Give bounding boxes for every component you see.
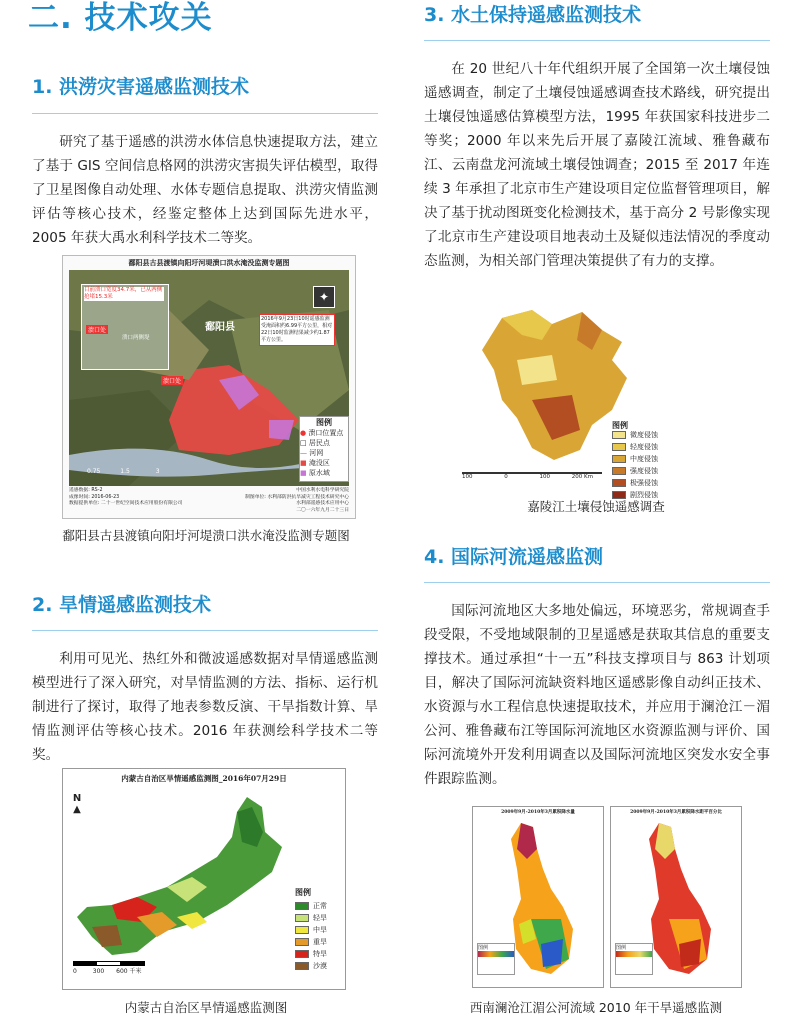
section-divider [32,113,378,114]
section-body-drought: 利用可见光、热红外和微波遥感数据对旱情遥感监测模型进行了深入研究，对旱情监测的方法、指标、运行机制进行了探讨，取得了地表参数反演、干旱指数计算、旱情监测评估等核心技术。2016 年获测绘科学技术二等奖。 [32,651,378,763]
scale-tick: 3 [155,468,160,475]
legend-label: 极强侵蚀 [630,479,658,487]
legend-item [295,949,343,959]
north-label: N [72,793,82,804]
north-arrow-icon: N ▲ [72,793,82,815]
mekong-map-b-legend [615,943,653,975]
scale-tick: 300 [92,968,105,975]
legend-label: 微度侵蚀 [630,431,658,439]
section-title-flood: 1. 洪涝灾害遥感监测技术 [32,76,250,98]
scale-tick: 100 [462,474,473,480]
legend-item [295,937,343,947]
legend-swatch [295,914,309,922]
flood-map-title: 鄱阳县古县渡镇向阳圩河堤溃口洪水淹没监测专题图 [128,258,290,267]
soil-scale [462,472,622,480]
legend-label: 重旱 [313,938,327,946]
footer-line: 制图单位: 水利部防洪抗旱减灾工程技术研究中心 [245,494,349,500]
flood-map-annotation: 2016年9月23日10时遥感监测受淹面积约6.99平方公里，相对22日10时监测结果减少约1.87平方公里。 [259,314,335,346]
scale-tick: 200 [571,474,583,480]
legend-title: 图例 [316,417,332,427]
drought-map-caption: 内蒙古自治区旱情遥感监测图 [124,1000,288,1015]
section-title-soil: 3. 水土保持遥感监测技术 [424,4,642,26]
legend-swatch [612,455,626,463]
scale-tick: 600 [116,968,128,975]
mekong-map-a-title: 2009年9月-2010年3月累积降水量 [501,810,575,815]
soil-map-figure [462,300,742,499]
section-title-international: 4. 国际河流遥感监测 [424,546,604,568]
soil-legend-items [612,430,672,502]
legend-item [612,442,672,452]
legend-item [612,454,672,464]
legend-swatch [612,431,626,439]
flood-map-county-label: 鄱阳县 [205,322,235,333]
drought-map-image [67,787,297,957]
legend-swatch [295,902,309,910]
section-body-flood: 研究了基于遥感的洪涝水体信息快速提取方法，建立了基于 GIS 空间信息格网的洪涝灾害损失评估模型，取得了卫星图像自动处理、水体专题信息提取、洪涝灾情监测评估等核心技术，经鉴定整体上达到国际先进水平，2005 年获大禹水利科学技术二等奖。 [32,134,378,246]
legend-swatch [295,962,309,970]
inset-label-levee: 溃口两侧堤 [122,335,150,341]
legend-swatch [612,443,626,451]
scale-tick: 0 [504,474,508,480]
footer-line: 水利部遥感技术应用中心 [296,501,349,506]
scale-unit: Km [584,474,593,480]
legend-item [295,925,343,935]
legend-label: 原水域 [308,469,330,477]
legend-label: 中旱 [313,926,327,934]
flood-map-breach-label: 溃口处 [163,378,182,385]
flood-legend [299,416,349,482]
legend-label: 河网 [309,449,324,457]
legend-label: 正常 [313,902,327,910]
flood-map-caption: 鄱阳县古县渡镇向阳圩河堤溃口洪水淹没监测专题图 [62,528,350,543]
flood-inset [81,284,169,370]
legend-swatch [295,938,309,946]
footer-line: 中国水利水电科学研究院 [296,488,349,493]
section-divider [32,630,378,631]
legend-item: ■ 淹没区 [300,459,330,467]
legend-title: 图例 [478,945,489,951]
compass-icon: ✦ [313,286,335,308]
legend-item: ■ 原水域 [300,469,330,477]
legend-label: 溃口位置点 [308,429,344,437]
drought-scale [73,961,193,975]
mekong-map-a [472,806,604,988]
flood-map-footer-left [69,488,209,508]
page-title: 二. 技术攻关 [28,0,213,36]
scale-tick: 0.75 [87,468,101,475]
section-divider [424,582,770,583]
footer-line: 遥感数据: RS-2 [69,488,103,493]
legend-title: 图例 [612,420,628,430]
flood-inset-note: 目前溃口宽度34.7米，已从两侧抢堵15.3米 [84,287,163,300]
legend-label: 轻度侵蚀 [630,443,658,451]
mekong-map-caption: 西南澜沧江湄公河流域 2010 年干旱遥感监测 [469,1000,723,1015]
scale-unit: 千米 [129,968,142,975]
footer-line: 二〇一六年九月二十三日 [296,507,349,513]
legend-label: 强度侵蚀 [630,467,658,475]
legend-item: ● 溃口位置点 [300,429,344,437]
legend-swatch [295,926,309,934]
flood-map-figure [62,255,356,519]
drought-legend-items [295,901,343,973]
flood-map-footer-right [213,488,349,514]
legend-label: 中度侵蚀 [630,455,658,463]
scale-bar [73,961,145,966]
scale-tick: 1.5 [120,468,130,475]
legend-ramp [616,951,652,957]
legend-item: — 河网 [300,449,324,457]
section-body-international: 国际河流地区大多地处偏远，环境恶劣，常规调查手段受限，不受地域限制的卫星遥感是获取其信息的重要支撑技术。通过承担“十一五”科技支撑项目与 863 计划项目，解决了国际河流缺资料地区遥感影像自动纠正技术、水资源与水工程信息快速提取技术，并应用于澜沧江－湄公河、雅鲁藏布江等国际河流地区水资源监测与评价、国际河流境外开发利用调查以及国际河流地区突发水安全事件跟踪监测。 [424,603,770,787]
legend-item [295,961,343,971]
section-title-drought: 2. 旱情遥感监测技术 [32,594,212,616]
drought-legend [295,887,341,898]
legend-label: 特旱 [313,950,327,958]
legend-swatch [612,479,626,487]
legend-swatch [295,950,309,958]
legend-item [612,430,672,440]
legend-item: □ 居民点 [300,439,330,447]
scale-tick: 0 [73,968,77,975]
legend-title: 图例 [616,945,627,951]
legend-label: 剧烈侵蚀 [630,491,658,499]
mekong-map-b-title: 2009年9月-2010年3月累积降水距平百分比 [630,810,722,815]
legend-title: 图例 [295,887,311,897]
inset-label-breach: 溃口处 [88,327,107,334]
legend-label: 沙漠 [313,962,327,970]
legend-item [295,901,343,911]
legend-label: 居民点 [308,439,330,447]
legend-label: 淹没区 [308,459,330,467]
legend-label: 轻旱 [313,914,327,922]
drought-map-figure [62,768,346,990]
section-body-soil: 在 20 世纪八十年代组织开展了全国第一次土壤侵蚀遥感调查，制定了土壤侵蚀遥感调查技术路线，研究提出土壤侵蚀遥感估算模型方法，1995 年获国家科技进步二等奖；2000 年以来先后开展了嘉陵江流域、雅鲁藏布江、云南盘龙河流域土壤侵蚀调查；2015 至 2017 年连续 3 年承担了北京市生产建设项目定位监督管理项目，解决了基于扰动图斑变化检测技术，基于高分 2 号影像实现了北京市生产建设项目地表动土及疑似违法情况的季度动态监测，为相关部门管理决策提供了有力的支撑。 [424,61,770,269]
flood-scale-bar [87,468,177,478]
mekong-map-b [610,806,742,988]
footer-line: 成像时间: 2016-06-23 [69,494,120,500]
section-divider [424,40,770,41]
mekong-map-a-legend [477,943,515,975]
footer-line: 数据提供单位: 二十一世纪空间技术应用股份有限公司 [69,501,183,506]
legend-ramp [478,951,514,957]
scale-tick: 100 [539,474,550,480]
drought-map-title: 内蒙古自治区旱情遥感监测图_2016年07月29日 [121,774,287,783]
legend-item [295,913,343,923]
soil-map-caption: 嘉陵江土壤侵蚀遥感调查 [527,499,665,514]
